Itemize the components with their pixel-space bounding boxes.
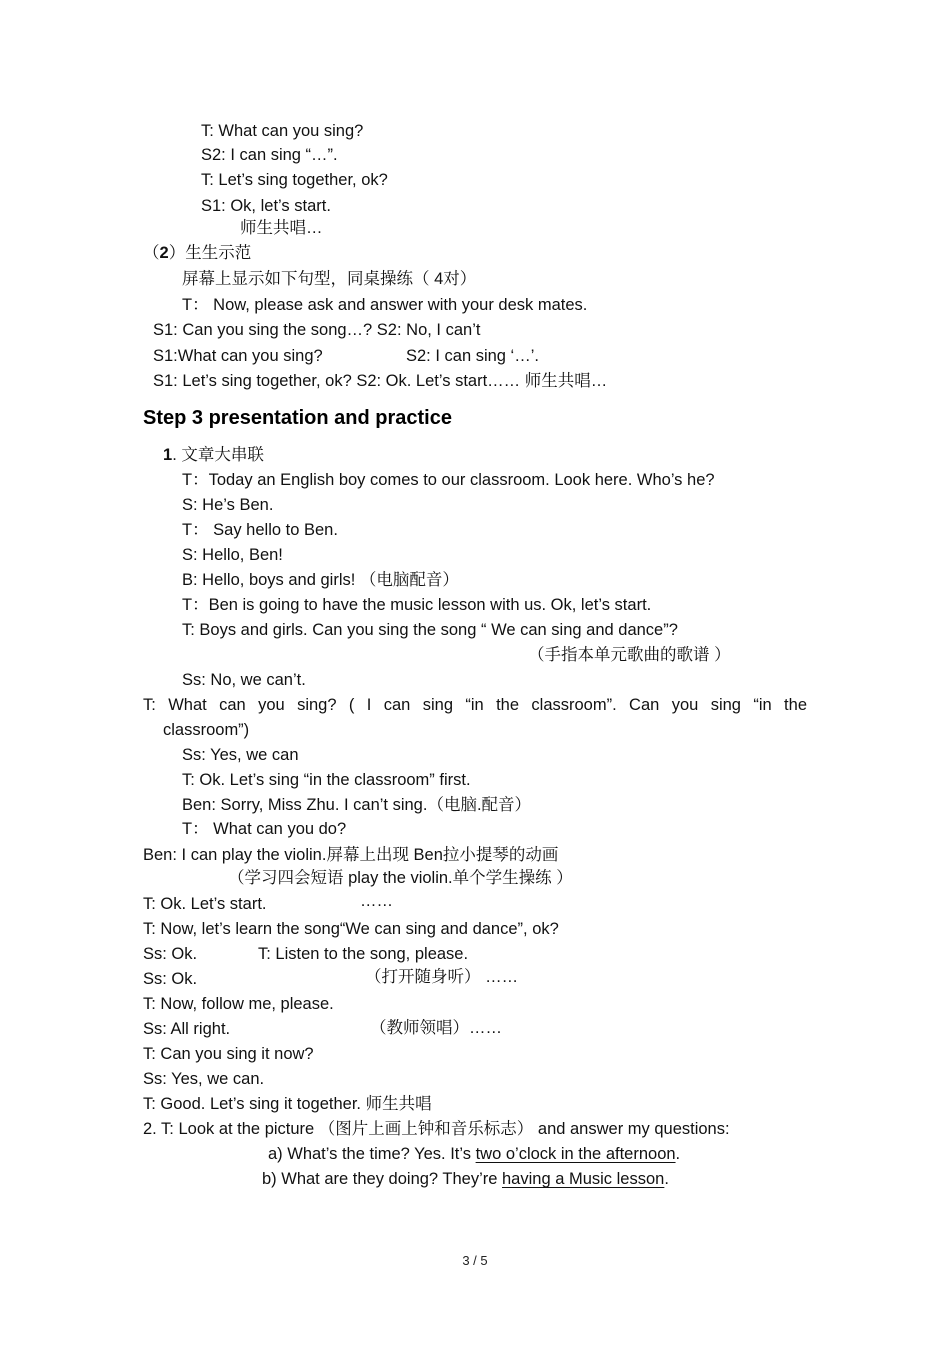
list-item-title: . 文章大串联 (172, 446, 264, 464)
question-b-text: b) What are they doing? They’re (262, 1170, 502, 1188)
dialog-line: S2: I can sing ‘…’. (406, 347, 539, 365)
dialog-line: T: What can you sing? (201, 122, 364, 140)
subsection-title: ）生生示范 (168, 244, 252, 262)
dialog-line: S1: Let’s sing together, ok? S2: Ok. Let’s start…… 师生共唱… (153, 372, 608, 390)
dialog-line: T： What can you do? (182, 820, 347, 838)
subsection-heading (143, 243, 251, 263)
dialog-line: T: Can you sing it now? (143, 1045, 314, 1063)
dialog-line: S1:What can you sing? (153, 347, 323, 365)
dialog-line: T: Now, let’s learn the song“We can sing and dance”, ok? (143, 920, 559, 938)
question-a-end: . (675, 1145, 681, 1163)
dialog-line: T: Ok. Let’s sing “in the classroom” first. (182, 771, 471, 789)
dialog-line: 2. T: Look at the picture （图片上画上钟和音乐标志） and answer my questions: (143, 1120, 730, 1138)
ellipsis: …… (360, 892, 393, 910)
dialog-line: T：Ben is going to have the music lesson with us. Ok, let’s start. (182, 596, 652, 614)
dialog-line: Ben: Sorry, Miss Zhu. I can’t sing.（电脑.配音） (182, 796, 532, 814)
subsection-number: 2 (159, 244, 169, 262)
answer-a: two o’clock in the afternoon (475, 1145, 676, 1163)
dialog-line: T: Let’s sing together, ok? (201, 171, 388, 189)
dialog-line: B: Hello, boys and girls! （电脑配音） (182, 571, 459, 589)
section-heading: Step 3 presentation and practice (143, 407, 452, 429)
question-a-text: a) What’s the time? Yes. It’s (268, 1145, 476, 1163)
dialog-line: S1: Can you sing the song…? S2: No, I can’t (153, 321, 481, 339)
page-number: 3 / 5 (462, 1253, 488, 1268)
stage-note: （打开随身听） …… (365, 968, 519, 986)
dialog-line: T：Today an English boy comes to our classroom. Look here. Who’s he? (182, 471, 715, 489)
dialog-line: T： Say hello to Ben. (182, 521, 338, 539)
list-item-heading (163, 445, 264, 465)
dialog-line: T: What can you sing? ( I can sing “in the classroom”. Can you sing “in the (143, 696, 807, 714)
question-b-end: . (664, 1170, 669, 1188)
answer-b: having a Music lesson (502, 1170, 665, 1188)
dialog-line: T: Listen to the song, please. (258, 945, 469, 963)
dialog-line: T： Now, please ask and answer with your desk mates. (182, 296, 588, 314)
list-item-number: 1 (163, 446, 173, 464)
dialog-line: T: Ok. Let’s start. (143, 895, 267, 913)
question-b (262, 1169, 669, 1189)
stage-note: （手指本单元歌曲的歌谱 ） (528, 646, 731, 664)
dialog-line: classroom”) (163, 721, 250, 739)
question-a (268, 1144, 680, 1164)
dialog-line: T: Good. Let’s sing it together. 师生共唱 (143, 1095, 432, 1113)
stage-note: （学习四会短语 play the violin.单个学生操练 ） (228, 869, 573, 887)
dialog-line: Ss: Ok. (143, 945, 198, 963)
dialog-line: Ss: Ok. (143, 970, 198, 988)
dialog-line: S: He’s Ben. (182, 496, 274, 514)
dialog-line: T: Boys and girls. Can you sing the song “ We can sing and dance”? (182, 621, 678, 639)
dialog-line: T: Now, follow me, please. (143, 995, 334, 1013)
dialog-line: Ss: Yes, we can (182, 746, 299, 764)
dialog-line: S1: Ok, let’s start. (201, 197, 331, 215)
instruction-line: 屏幕上显示如下句型，同桌操练（ 4对） (182, 270, 477, 288)
dialog-line: Ss: No, we can’t. (182, 671, 306, 689)
subsection-open: （ (143, 244, 160, 262)
dialog-line: S2: I can sing “…”. (201, 146, 338, 164)
dialog-line: 师生共唱… (240, 219, 323, 237)
dialog-line: Ben: I can play the violin.屏幕上出现 Ben拉小提琴的动画 (143, 846, 559, 864)
stage-note: （教师领唱）…… (370, 1019, 502, 1037)
dialog-line: Ss: Yes, we can. (143, 1070, 265, 1088)
dialog-line: Ss: All right. (143, 1020, 231, 1038)
dialog-line: S: Hello, Ben! (182, 546, 283, 564)
